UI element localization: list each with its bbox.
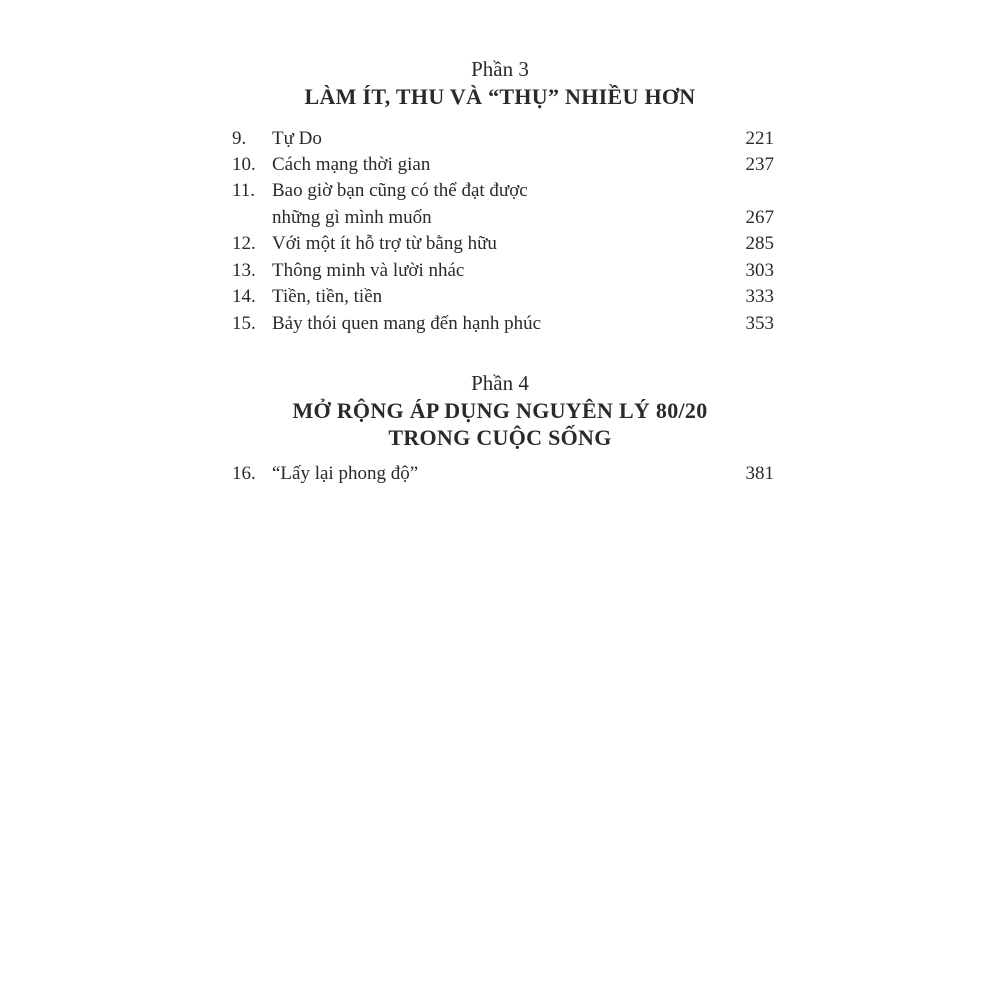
toc-entry-page: 285 [745, 233, 774, 254]
toc-entry-title: Bảy thói quen mang đến hạnh phúc [272, 313, 542, 334]
toc-entry-title: Cách mạng thời gian [272, 154, 431, 175]
toc-entry [232, 461, 774, 487]
toc-entry [232, 178, 774, 204]
toc-entry-number: 16. [232, 463, 256, 484]
toc-entry-title: Tự Do [272, 128, 322, 149]
toc-entry-page: 381 [745, 463, 774, 484]
toc-entry [232, 258, 774, 284]
toc-entry-page: 221 [745, 128, 774, 149]
toc-entry-number: 12. [232, 233, 256, 254]
toc-entry [232, 231, 774, 257]
toc-entry [232, 152, 774, 178]
toc-entry-title: “Lấy lại phong độ” [272, 463, 419, 484]
toc-entry-number: 10. [232, 154, 256, 175]
part-4-title-line-1: MỞ RỘNG ÁP DỤNG NGUYÊN LÝ 80/20 [292, 398, 708, 423]
part-4-label: Phần 4 [471, 371, 529, 395]
toc-entry-page: 353 [745, 313, 774, 334]
toc-entry-page: 267 [745, 207, 774, 228]
part-4-title-line-2: TRONG CUỘC SỐNG [388, 425, 612, 450]
toc-entry-title: Tiền, tiền, tiền [272, 286, 383, 307]
toc-entry-page: 237 [745, 154, 774, 175]
toc-entry-title: Thông minh và lười nhác [272, 260, 465, 281]
part-3-title: LÀM ÍT, THU VÀ “THỤ” NHIỀU HƠN [304, 84, 696, 109]
toc-entry-page: 333 [745, 286, 774, 307]
toc-entry-continuation [232, 205, 774, 231]
toc-entry-number: 14. [232, 286, 256, 307]
toc-entry-title-continued: những gì mình muốn [272, 207, 432, 228]
toc-entry-page: 303 [745, 260, 774, 281]
toc-entry [232, 311, 774, 337]
toc-entry-title: Với một ít hỗ trợ từ bằng hữu [272, 233, 497, 254]
toc-entry-number: 13. [232, 260, 256, 281]
toc-entry [232, 284, 774, 310]
toc-entry-number: 9. [232, 128, 247, 149]
toc-entry-number: 11. [232, 180, 256, 201]
part-3-label: Phần 3 [471, 57, 529, 81]
toc-entry-title: Bao giờ bạn cũng có thể đạt được [272, 180, 528, 201]
toc-entry-number: 15. [232, 313, 256, 334]
toc-entry [232, 126, 774, 152]
